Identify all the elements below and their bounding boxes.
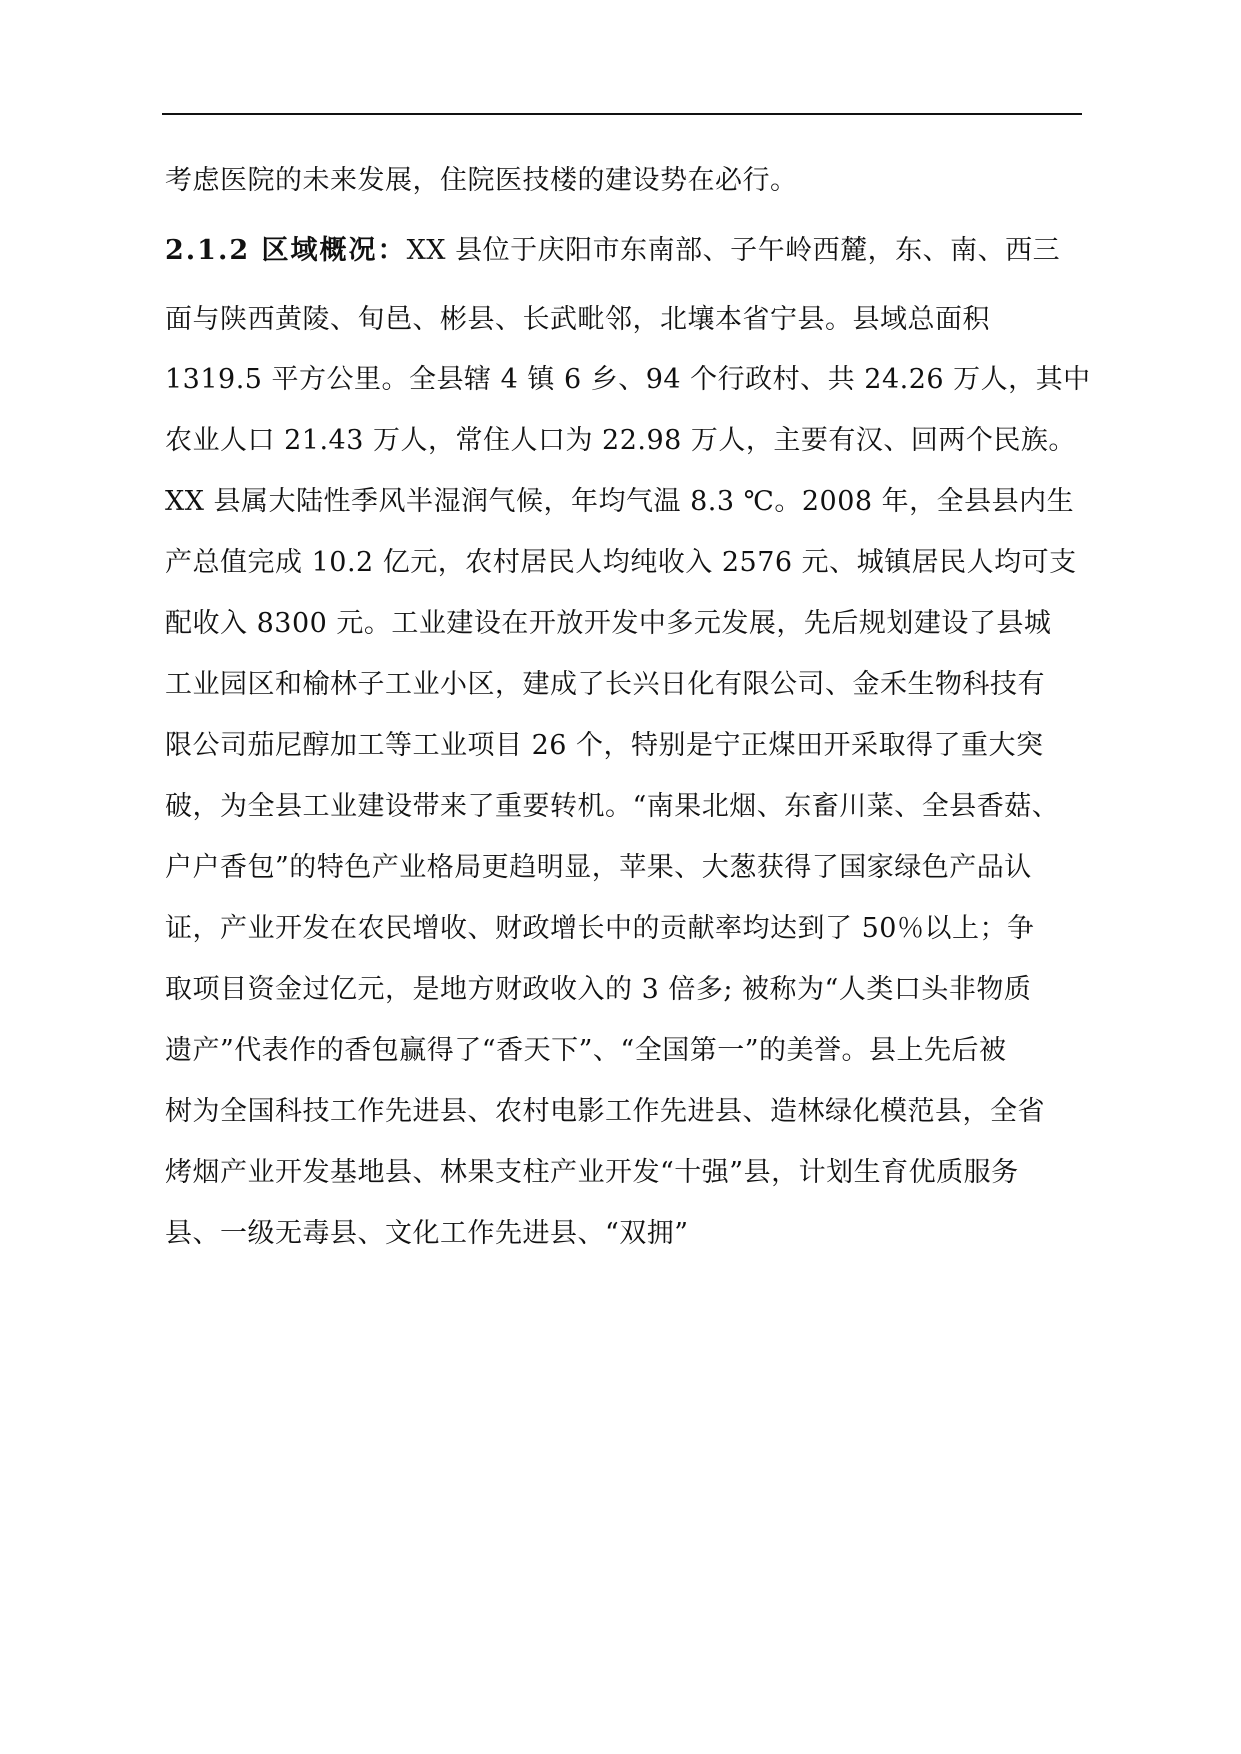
- paragraph-line-9: 工业园区和榆林子工业小区，建成了长兴日化有限公司、金禾生物科技有: [165, 669, 1045, 700]
- paragraph-line-14: 取项目资金过亿元，是地方财政收入的 3 倍多; 被称为“人类口头非物质: [165, 974, 1032, 1005]
- paragraph-line-18: 县、一级无毒县、文化工作先进县、“双拥”: [165, 1218, 689, 1249]
- header-rule: [162, 113, 1082, 115]
- paragraph-line-3: 面与陕西黄陵、旬邑、彬县、长武毗邻，北壤本省宁县。县域总面积: [165, 304, 990, 335]
- paragraph-line-17: 烤烟产业开发基地县、林果支柱产业开发“十强”县，计划生育优质服务: [165, 1157, 1019, 1188]
- section-heading: 2.1.2 区域概况：: [165, 235, 407, 266]
- paragraph-line-12: 户户香包”的特色产业格局更趋明显，苹果、大葱获得了国家绿色产品认: [165, 852, 1032, 883]
- section-line-1-text: XX 县位于庆阳市东南部、子午岭西麓，东、南、西三: [406, 235, 1061, 266]
- paragraph-line-7: 产总值完成 10.2 亿元，农村居民人均纯收入 2576 元、城镇居民人均可支: [165, 547, 1077, 578]
- paragraph-line-8: 配收入 8300 元。工业建设在开放开发中多元发展，先后规划建设了县城: [165, 608, 1052, 639]
- paragraph-line-11: 破，为全县工业建设带来了重要转机。“南果北烟、东畜川菜、全县香菇、: [165, 791, 1060, 822]
- paragraph-line-15: 遗产”代表作的香包赢得了“香天下”、“全国第一”的美誉。县上先后被: [165, 1035, 1007, 1066]
- paragraph-line-13: 证，产业开发在农民增收、财政增长中的贡献率均达到了 50％以上；争: [165, 913, 1035, 944]
- paragraph-line-10: 限公司茄尼醇加工等工业项目 26 个，特别是宁正煤田开采取得了重大突: [165, 730, 1044, 761]
- paragraph-line-4: 1319.5 平方公里。全县辖 4 镇 6 乡、94 个行政村、共 24.26 万人，其中: [165, 364, 1091, 395]
- paragraph-line-5: 农业人口 21.43 万人，常住人口为 22.98 万人，主要有汉、回两个民族。: [165, 425, 1076, 456]
- paragraph-line-1: 考虑医院的未来发展，住院医技楼的建设势在必行。: [165, 165, 798, 196]
- section-line-1: [165, 231, 1085, 271]
- paragraph-line-16: 树为全国科技工作先进县、农村电影工作先进县、造林绿化模范县，全省: [165, 1096, 1045, 1127]
- paragraph-line-6: XX 县属大陆性季风半湿润气候，年均气温 8.3 ℃。2008 年，全县县内生: [165, 486, 1075, 517]
